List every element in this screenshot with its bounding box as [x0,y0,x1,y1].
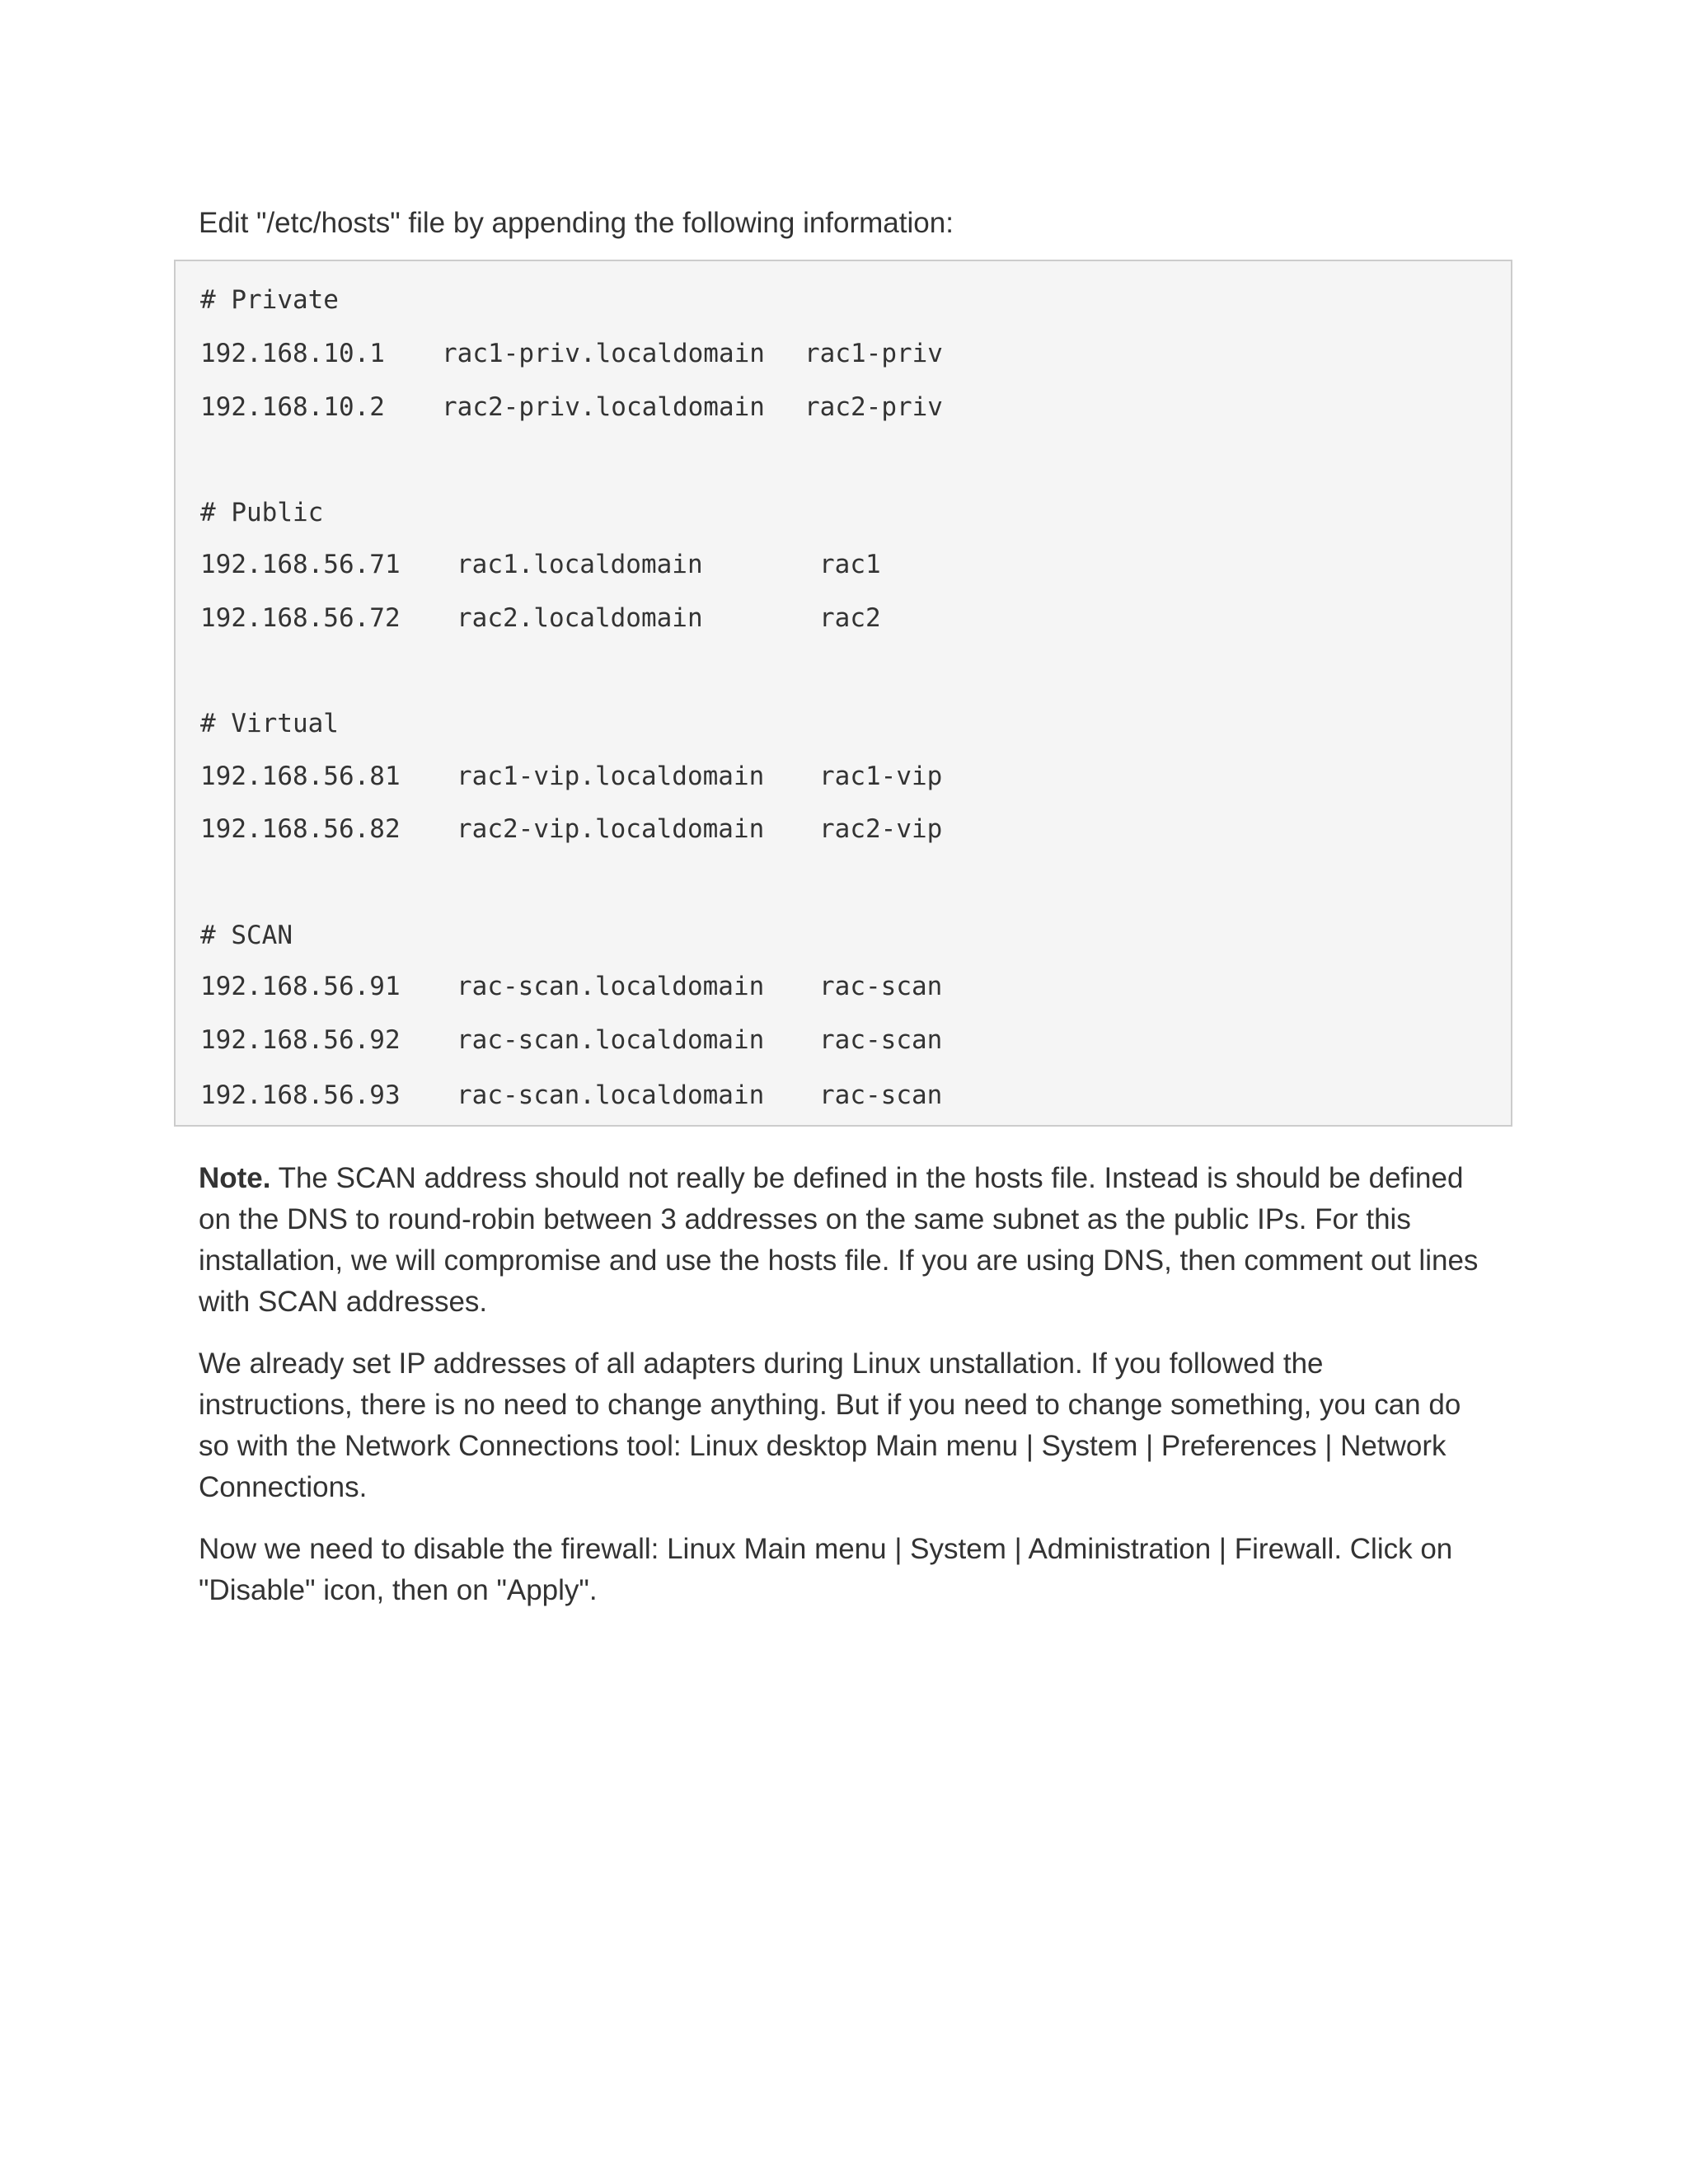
host-alias: rac2-priv [804,392,943,422]
host-fqdn: rac2.localdomain [457,603,703,633]
note-paragraph [199,1158,1484,1323]
host-fqdn: rac-scan.localdomain [457,1025,765,1055]
host-alias: rac1-vip [819,762,943,791]
host-ip: 192.168.56.93 [200,1080,401,1110]
host-fqdn: rac2-vip.localdomain [457,814,765,844]
host-alias: rac2-vip [819,814,943,844]
host-fqdn: rac1-priv.localdomain [442,339,765,368]
host-alias: rac1-priv [804,339,943,368]
host-ip: 192.168.56.92 [200,1025,401,1055]
code-line [200,1019,943,1061]
host-ip: 192.168.10.2 [200,392,385,422]
host-ip: 192.168.56.71 [200,550,401,579]
ip-paragraph: We already set IP addresses of all adapters during Linux unstallation. If you followed the instructions, there is no need to change anything. But if you need to change something, you can do so with the Network Connections tool: Linux desktop Main menu | System | Preferences | Network Connections. [199,1347,1461,1503]
note-label: Note. [199,1162,271,1194]
host-ip: 192.168.10.1 [200,339,385,368]
host-ip: 192.168.56.91 [200,972,401,1001]
host-ip: 192.168.56.81 [200,762,401,791]
code-line [200,808,943,850]
host-alias: rac2 [819,603,881,633]
host-fqdn: rac-scan.localdomain [457,972,765,1001]
code-line [200,387,943,428]
host-ip: 192.168.56.82 [200,814,401,844]
code-line [200,544,881,585]
host-fqdn: rac-scan.localdomain [457,1080,765,1110]
host-fqdn: rac1.localdomain [457,550,703,579]
code-line [200,756,943,797]
note-text: The SCAN address should not really be defined in the hosts file. Instead is should be defined on the DNS to round-robin between 3 addresses on the same subnet as the public IPs. For this installation, we will compromise and use the hosts file. If you are using DNS, then comment out lines with SCAN addresses. [199,1162,1479,1318]
host-alias: rac-scan [819,1025,943,1055]
host-alias: rac-scan [819,1080,943,1110]
code-line [200,598,881,639]
intro-text: Edit "/etc/hosts" file by appending the following information: [199,207,954,239]
code-comment-virtual: # Virtual [200,709,339,738]
host-alias: rac1 [819,550,881,579]
code-comment-private: # Private [200,285,339,315]
firewall-paragraph: Now we need to disable the firewall: Linux Main menu | System | Administration | Firewall. Click on "Disable" icon, then on "Apply". [199,1533,1453,1606]
notes-section [199,1158,1484,1632]
host-ip: 192.168.56.72 [200,603,401,633]
host-alias: rac-scan [819,972,943,1001]
host-fqdn: rac1-vip.localdomain [457,762,765,791]
code-line [200,966,943,1007]
hosts-code-block [174,260,1512,1127]
code-comment-scan: # SCAN [200,921,293,950]
code-comment-public: # Public [200,498,324,527]
code-line [200,1075,943,1116]
code-line [200,333,943,374]
host-fqdn: rac2-priv.localdomain [442,392,765,422]
